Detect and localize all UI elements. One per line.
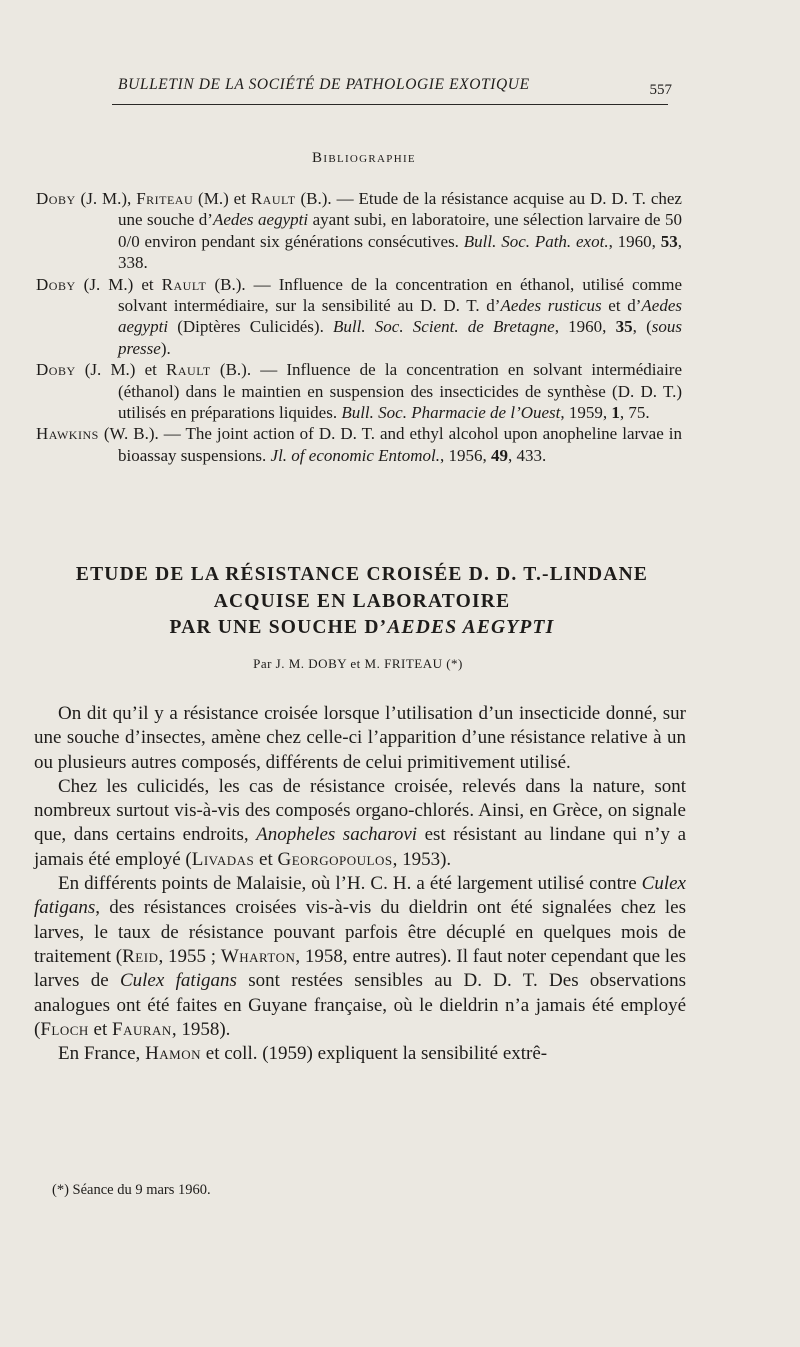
text-run: 53: [660, 231, 678, 251]
footnote: (*) Séance du 9 mars 1960.: [52, 1182, 211, 1198]
text-run: 1: [611, 403, 620, 423]
text-run: sous presse: [118, 317, 682, 358]
bibliography-entry: [36, 359, 682, 423]
article-title: [30, 562, 694, 642]
text-run: et: [254, 848, 278, 870]
text-run: Aedes aegypti: [212, 210, 309, 230]
text-run: Chez les culicidés, les cas de résistance croisée, relevés dans la nature, sont nombreux surtout vis-à-vis des composés organo-chlorés. Ainsi, en Grèce, on signale que, dans certains endroits,: [34, 775, 686, 846]
bibliography-entry: [36, 423, 682, 466]
text-run: AEDES AEGYPTI: [387, 617, 555, 638]
text-run: , 1955 ;: [158, 945, 221, 967]
text-run: Culex fatigans: [34, 873, 686, 919]
text-run: (J. M.) et: [75, 360, 167, 380]
text-run: , 1958, entre autres). Il faut noter cependant que les larves de: [34, 945, 686, 992]
text-run: (B.). — Etude de la résistance acquise au D. D. T. chez une souche d’: [118, 189, 682, 230]
text-run: sont restées sensibles au D. D. T. Des observations analogues ont été faites en Guyane française, où le dieldrin n’a jamais été employé (: [34, 970, 686, 1040]
text-run: , 75.: [619, 403, 650, 423]
bibliography-entry: [36, 274, 682, 360]
text-run: , 338.: [118, 231, 682, 273]
body-paragraph: [34, 702, 686, 775]
text-run: Reid: [122, 945, 159, 967]
text-run: 35: [615, 317, 633, 337]
text-run: (B.). — Influence de la concentration en éthanol, utilisé comme solvant intermédiaire, sur la sensibilité au D. D. T. d’: [118, 274, 682, 316]
text-run: Doby: [36, 189, 76, 208]
text-run: Floch: [40, 1018, 89, 1040]
article-body: [34, 702, 686, 1066]
text-run: (Diptères Culicidés).: [168, 317, 334, 337]
text-run: En France,: [58, 1043, 146, 1065]
article-title-line: [30, 615, 694, 642]
text-run: Aedes aegypti: [118, 296, 682, 337]
text-run: En différents points de Malaisie, où l’H. C. H. a été largement utilisé contre: [58, 873, 642, 895]
text-run: (B.). — Influence de la concentration en solvant intermédiaire (éthanol) dans le maintien en suspension des insecticides de synthèse (D. D. T.) utilisés en préparations liquides.: [118, 360, 682, 423]
text-run: et d’: [601, 296, 642, 316]
text-run: Bull. Soc. Pharmacie de l’Ouest: [341, 403, 561, 423]
text-run: ETUDE DE LA RÉSISTANCE CROISÉE D. D. T.-LINDANE: [75, 564, 649, 585]
text-run: PAR UNE SOUCHE D’: [169, 617, 388, 638]
text-run: (J. M.),: [75, 189, 137, 208]
text-run: , 433.: [508, 445, 547, 465]
text-run: Wharton: [220, 945, 296, 967]
header-rule: [112, 104, 668, 105]
body-paragraph: [34, 775, 686, 872]
text-run: Doby: [36, 360, 76, 380]
text-run: ).: [160, 338, 171, 358]
bibliography-heading: Bibliographie: [312, 150, 416, 166]
text-run: , des résistances croisées vis-à-vis du dieldrin ont été signalées chez les larves, le taux de résistance pouvant parfois être décuplé en quelques mois de traitement (: [34, 897, 686, 967]
text-run: , 1958).: [171, 1018, 231, 1040]
text-run: Fauran: [112, 1018, 172, 1040]
text-run: Culex fatigans: [119, 970, 237, 992]
text-run: , 1956,: [440, 445, 492, 465]
text-run: (W. B.). — The joint action of D. D. T. and ethyl alcohol upon anopheline larvae in bioassay suspensions.: [98, 424, 682, 465]
text-run: On dit qu’il y a résistance croisée lorsque l’utilisation d’un insecticide donné, sur une souche d’insectes, amène chez celle-ci l’apparition d’une résistance relative à un ou plusieurs autres composés, différents de celui primitivement utilisé.: [34, 703, 686, 773]
text-run: ayant subi, en laboratoire, une sélection larvaire de 50 0/0 environ pendant six générations consécutives.: [118, 210, 682, 251]
text-run: est résistant au lindane qui n’y a jamais été employé (: [34, 824, 687, 870]
body-paragraph: [34, 872, 686, 1042]
text-run: Georgopoulos: [277, 848, 393, 870]
article-byline: Par J. M. DOBY et M. FRITEAU (*): [253, 656, 463, 671]
text-run: , 1959,: [560, 403, 612, 423]
running-header: [112, 76, 672, 106]
text-run: Bull. Soc. Path. exot.: [463, 231, 609, 251]
text-run: et coll. (1959) expliquent la sensibilité extrê-: [201, 1043, 548, 1065]
text-run: , (: [632, 317, 652, 337]
bibliography-list: [36, 188, 682, 466]
text-run: et: [88, 1018, 113, 1040]
page-number: 557: [649, 82, 672, 98]
article-title-line: [30, 562, 694, 589]
text-run: Livadas: [191, 848, 255, 870]
text-run: , 1960,: [554, 317, 616, 337]
text-run: Aedes rusticus: [500, 296, 602, 316]
text-run: ACQUISE EN LABORATOIRE: [213, 590, 511, 612]
text-run: Hawkins: [36, 424, 99, 444]
text-run: Rault: [250, 189, 296, 208]
article-title-line: [30, 589, 694, 616]
text-run: 49: [491, 445, 509, 465]
text-run: Hamon: [145, 1043, 202, 1065]
text-run: Anopheles sacharovi: [256, 824, 418, 846]
text-run: Rault: [166, 360, 211, 380]
text-run: , 1960,: [608, 231, 661, 251]
text-run: , 1953).: [392, 848, 452, 870]
text-run: Friteau: [136, 189, 194, 208]
text-run: (M.) et: [193, 189, 251, 208]
running-title: BULLETIN DE LA SOCIÉTÉ DE PATHOLOGIE EXOTIQUE: [118, 76, 530, 93]
body-paragraph: [34, 1042, 686, 1066]
text-run: Bull. Soc. Scient. de Bretagne: [333, 317, 555, 337]
text-run: Rault: [161, 274, 207, 294]
text-run: Doby: [36, 274, 76, 294]
text-run: (J. M.) et: [75, 274, 162, 294]
text-run: Jl. of economic Entomol.: [270, 445, 441, 465]
bibliography-entry: [36, 188, 682, 274]
